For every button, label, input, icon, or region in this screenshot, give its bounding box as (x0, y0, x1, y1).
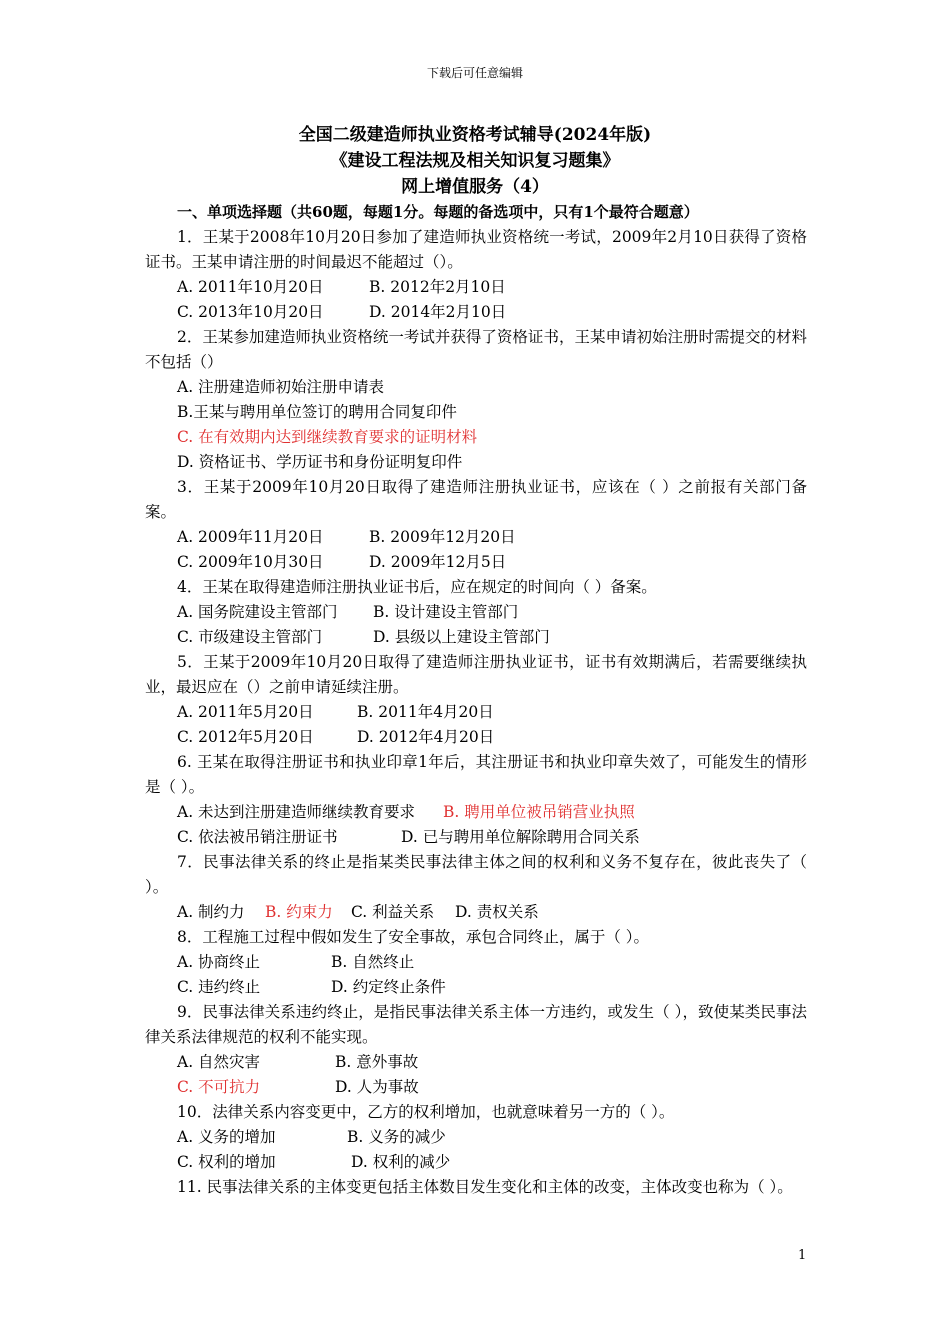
option-a: A. 2009年11月20日 (177, 528, 324, 546)
option-row (145, 1075, 807, 1100)
option-b: B. 设计建设主管部门 (373, 603, 519, 621)
page-number: 1 (798, 1248, 807, 1263)
question-text: 4．王某在取得建造师注册执业证书后，应在规定的时间向（ ）备案。 (177, 578, 657, 596)
option-d: D. 县级以上建设主管部门 (373, 628, 550, 646)
option-b: B.王某与聘用单位签订的聘用合同复印件 (177, 403, 457, 421)
option-row (145, 600, 807, 625)
option-a: A. 制约力 (177, 903, 245, 921)
option-c-highlighted: C. 在有效期内达到继续教育要求的证明材料 (177, 428, 478, 446)
option-b: B. 2012年2月10日 (369, 278, 506, 296)
option-row (145, 825, 807, 850)
option-a: A. 注册建造师初始注册申请表 (177, 378, 385, 396)
option-a: A. 自然灾害 (177, 1053, 261, 1071)
option-a: A. 国务院建设主管部门 (177, 603, 338, 621)
option-c: C. 利益关系 (351, 903, 435, 921)
option-d: D. 2009年12月5日 (369, 553, 507, 571)
option-d: D. 人为事故 (335, 1078, 419, 1096)
title-line-3: 网上增值服务（4） (401, 177, 549, 197)
question-text: 2．王某参加建造师执业资格统一考试并获得了资格证书，王某申请初始注册时需提交的材料不包括（） (145, 328, 807, 371)
option-row (145, 300, 807, 325)
option-b: B. 义务的减少 (347, 1128, 446, 1146)
question-text: 6. 王某在取得注册证书和执业印章1年后，其注册证书和执业印章失效了，可能发生的情形是（ ）。 (145, 753, 807, 796)
option-c: C. 违约终止 (177, 978, 261, 996)
title-line-1: 全国二级建造师执业资格考试辅导(2024年版) (298, 125, 652, 145)
option-c: C. 2009年10月30日 (177, 553, 324, 571)
option-a: A. 未达到注册建造师继续教育要求 (177, 803, 416, 821)
option-a: A. 协商终止 (177, 953, 261, 971)
section-title: 一、单项选择题（共60题，每题1分。每题的备选项中，只有1个最符合题意） (177, 203, 699, 221)
question-text: 11. 民事法律关系的主体变更包括主体数目发生变化和主体的改变，主体改变也称为（ ）。 (177, 1178, 793, 1196)
option-row (145, 725, 807, 750)
option-a: A. 2011年5月20日 (177, 703, 314, 721)
option-c: C. 2013年10月20日 (177, 303, 324, 321)
question-text: 1．王某于2008年10月20日参加了建造师执业资格统一考试，2009年2月10日获得了资格证书。王某申请注册的时间最迟不能超过（）。 (145, 228, 807, 271)
option-row (145, 1125, 807, 1150)
option-c: C. 市级建设主管部门 (177, 628, 323, 646)
question-text: 7．民事法律关系的终止是指某类民事法律主体之间的权利和义务不复存在，彼此丧失了（ ）。 (145, 853, 807, 896)
option-d: D. 责权关系 (455, 903, 539, 921)
question-text: 10．法律关系内容变更中，乙方的权利增加，也就意味着另一方的（ ）。 (177, 1103, 675, 1121)
option-row (145, 975, 807, 1000)
option-d: D. 权利的减少 (351, 1153, 451, 1171)
option-row (145, 550, 807, 575)
option-row (145, 1050, 807, 1075)
option-b-highlighted: B. 聘用单位被吊销营业执照 (443, 803, 635, 821)
title-block (0, 122, 950, 200)
option-row (145, 700, 807, 725)
option-b-highlighted: B. 约束力 (265, 903, 333, 921)
option-a: A. 2011年10月20日 (177, 278, 324, 296)
title-line-2: 《建设工程法规及相关知识复习题集》 (330, 151, 620, 171)
option-row (145, 950, 807, 975)
option-d: D. 已与聘用单位解除聘用合同关系 (401, 828, 640, 846)
option-d: D. 2014年2月10日 (369, 303, 507, 321)
option-d: D. 2012年4月20日 (357, 728, 495, 746)
option-row (145, 1150, 807, 1175)
option-b: B. 2011年4月20日 (357, 703, 494, 721)
header-note: 下载后可任意编辑 (426, 66, 523, 80)
question-text: 9．民事法律关系违约终止，是指民事法律关系主体一方违约，或发生（ ），致使某类民事法律关系法律规范的权利不能实现。 (145, 1003, 807, 1046)
question-text: 5．王某于2009年10月20日取得了建造师注册执业证书，证书有效期满后，若需要继续执业，最迟应在（）之前申请延续注册。 (145, 653, 807, 696)
option-b: B. 自然终止 (331, 953, 415, 971)
option-row (145, 525, 807, 550)
option-b: B. 2009年12月20日 (369, 528, 516, 546)
option-c-highlighted: C. 不可抗力 (177, 1078, 261, 1096)
question-text: 8．工程施工过程中假如发生了安全事故，承包合同终止，属于（ ）。 (177, 928, 650, 946)
option-row (145, 275, 807, 300)
option-row (145, 900, 807, 925)
option-c: C. 依法被吊销注册证书 (177, 828, 338, 846)
option-d: D. 约定终止条件 (331, 978, 446, 996)
question-text: 3．王某于2009年10月20日取得了建造师注册执业证书，应该在（ ）之前报有关部门备案。 (145, 478, 807, 521)
option-d: D. 资格证书、学历证书和身份证明复印件 (177, 453, 463, 471)
option-row (145, 625, 807, 650)
option-a: A. 义务的增加 (177, 1128, 276, 1146)
option-row (145, 800, 807, 825)
option-c: C. 权利的增加 (177, 1153, 276, 1171)
question-list (145, 200, 807, 1200)
option-c: C. 2012年5月20日 (177, 728, 314, 746)
option-b: B. 意外事故 (335, 1053, 419, 1071)
